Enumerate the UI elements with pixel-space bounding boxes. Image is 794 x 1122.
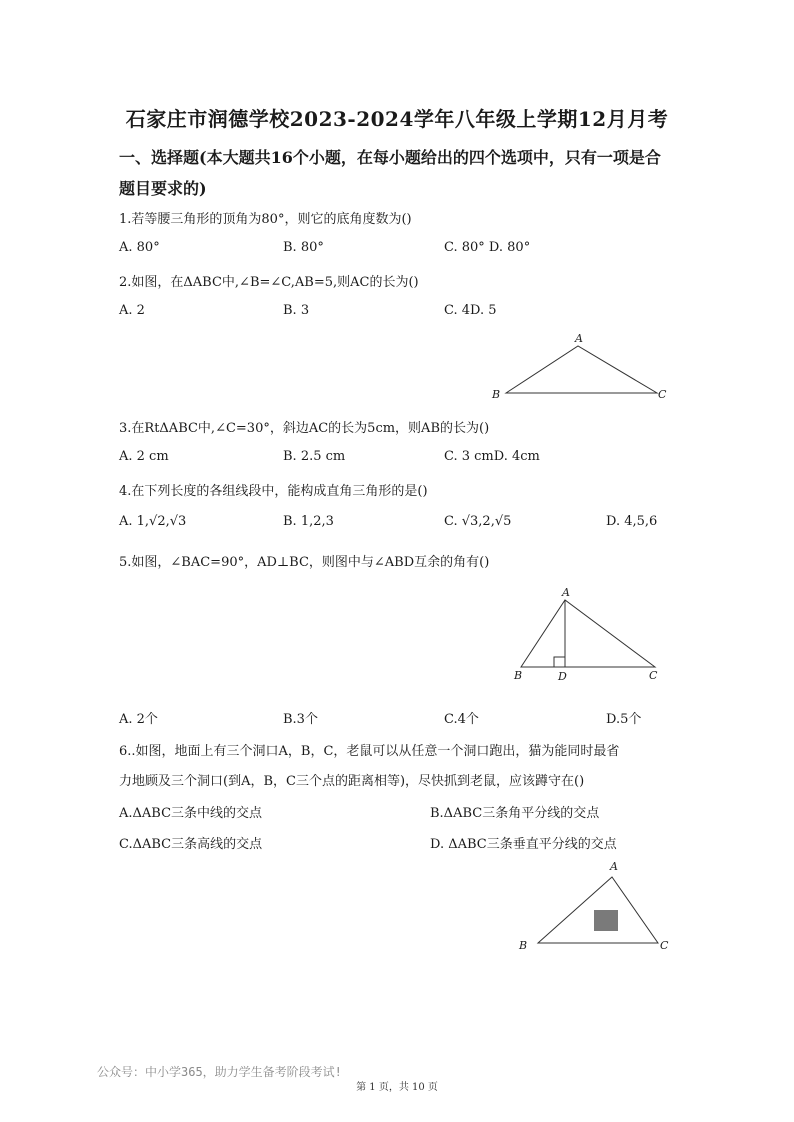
page-title: 石家庄市润德学校2023-2024学年八年级上学期12月月考	[125, 107, 669, 131]
q6-option-a: A.ΔABC三条中线的交点	[119, 806, 263, 821]
fig2-label-d: D	[558, 670, 567, 683]
figure-isosceles-triangle	[485, 330, 675, 405]
q6-option-b: B.ΔABC三条角平分线的交点	[430, 806, 600, 821]
question-5-stem: 5.如图，∠BAC=90°，AD⊥BC，则图中与∠ABD互余的角有()	[119, 555, 490, 570]
question-1-stem: 1.若等腰三角形的顶角为80°，则它的底角度数为()	[119, 212, 412, 227]
figure-cat-triangle	[510, 857, 680, 957]
section-heading-line2: 题目要求的)	[119, 179, 207, 198]
q3-option-b: B. 2.5 cm	[283, 449, 346, 464]
cat-marker	[594, 910, 618, 931]
question-3-stem: 3.在RtΔABC中,∠C=30°，斜边AC的长为5cm，则AB的长为()	[119, 421, 490, 436]
fig2-label-a: A	[562, 586, 570, 599]
fig1-label-b: B	[492, 388, 501, 401]
page-number: 第 1 页，共 10 页	[356, 1082, 438, 1093]
question-6-stem-line2: 力地顾及三个洞口(到A，B，C三个点的距离相等)，尽快抓到老鼠，应该蹲守在()	[119, 774, 585, 789]
q6-option-c: C.ΔABC三条高线的交点	[119, 837, 263, 852]
fig2-label-b: B	[514, 669, 523, 682]
q1-option-a: A. 80°	[119, 240, 160, 255]
figure-right-triangle-altitude	[505, 583, 675, 683]
q6-option-d: D. ΔABC三条垂直平分线的交点	[430, 837, 617, 852]
fig2-label-c: C	[649, 669, 658, 682]
q1-option-b: B. 80°	[283, 240, 324, 255]
q5-option-a: A. 2个	[119, 712, 158, 727]
q5-option-b: B.3个	[283, 712, 318, 727]
question-6-stem-line1: 6..如图，地面上有三个洞口A，B，C，老鼠可以从任意一个洞口跑出，猫为能同时最省	[119, 744, 620, 759]
fig1-label-a: A	[575, 332, 583, 345]
fig3-label-a: A	[610, 860, 618, 873]
section-heading-line1: 一、选择题(本大题共16个小题，在每小题给出的四个选项中，只有一项是合	[119, 148, 661, 167]
q2-option-cd: C. 4D. 5	[444, 303, 497, 318]
fig3-label-b: B	[519, 939, 528, 952]
watermark-text: 公众号：中小学365，助力学生备考阶段考试!	[97, 1065, 342, 1079]
q3-option-cd: C. 3 cmD. 4cm	[444, 449, 540, 464]
q4-option-c: C. √3,2,√5	[444, 514, 512, 529]
q4-option-d: D. 4,5,6	[606, 514, 658, 529]
question-4-stem: 4.在下列长度的各组线段中，能构成直角三角形的是()	[119, 484, 428, 499]
q5-option-d: D.5个	[606, 712, 642, 727]
question-2-stem: 2.如图，在ΔABC中,∠B=∠C,AB=5,则AC的长为()	[119, 275, 419, 290]
q2-option-b: B. 3	[283, 303, 310, 318]
fig3-label-c: C	[660, 939, 669, 952]
q1-option-cd: C. 80° D. 80°	[444, 240, 531, 255]
q4-option-b: B. 1,2,3	[283, 514, 334, 529]
q3-option-a: A. 2 cm	[119, 449, 169, 464]
fig1-label-c: C	[658, 388, 667, 401]
q4-option-a: A. 1,√2,√3	[119, 514, 187, 529]
q2-option-a: A. 2	[119, 303, 145, 318]
q5-option-c: C.4个	[444, 712, 479, 727]
